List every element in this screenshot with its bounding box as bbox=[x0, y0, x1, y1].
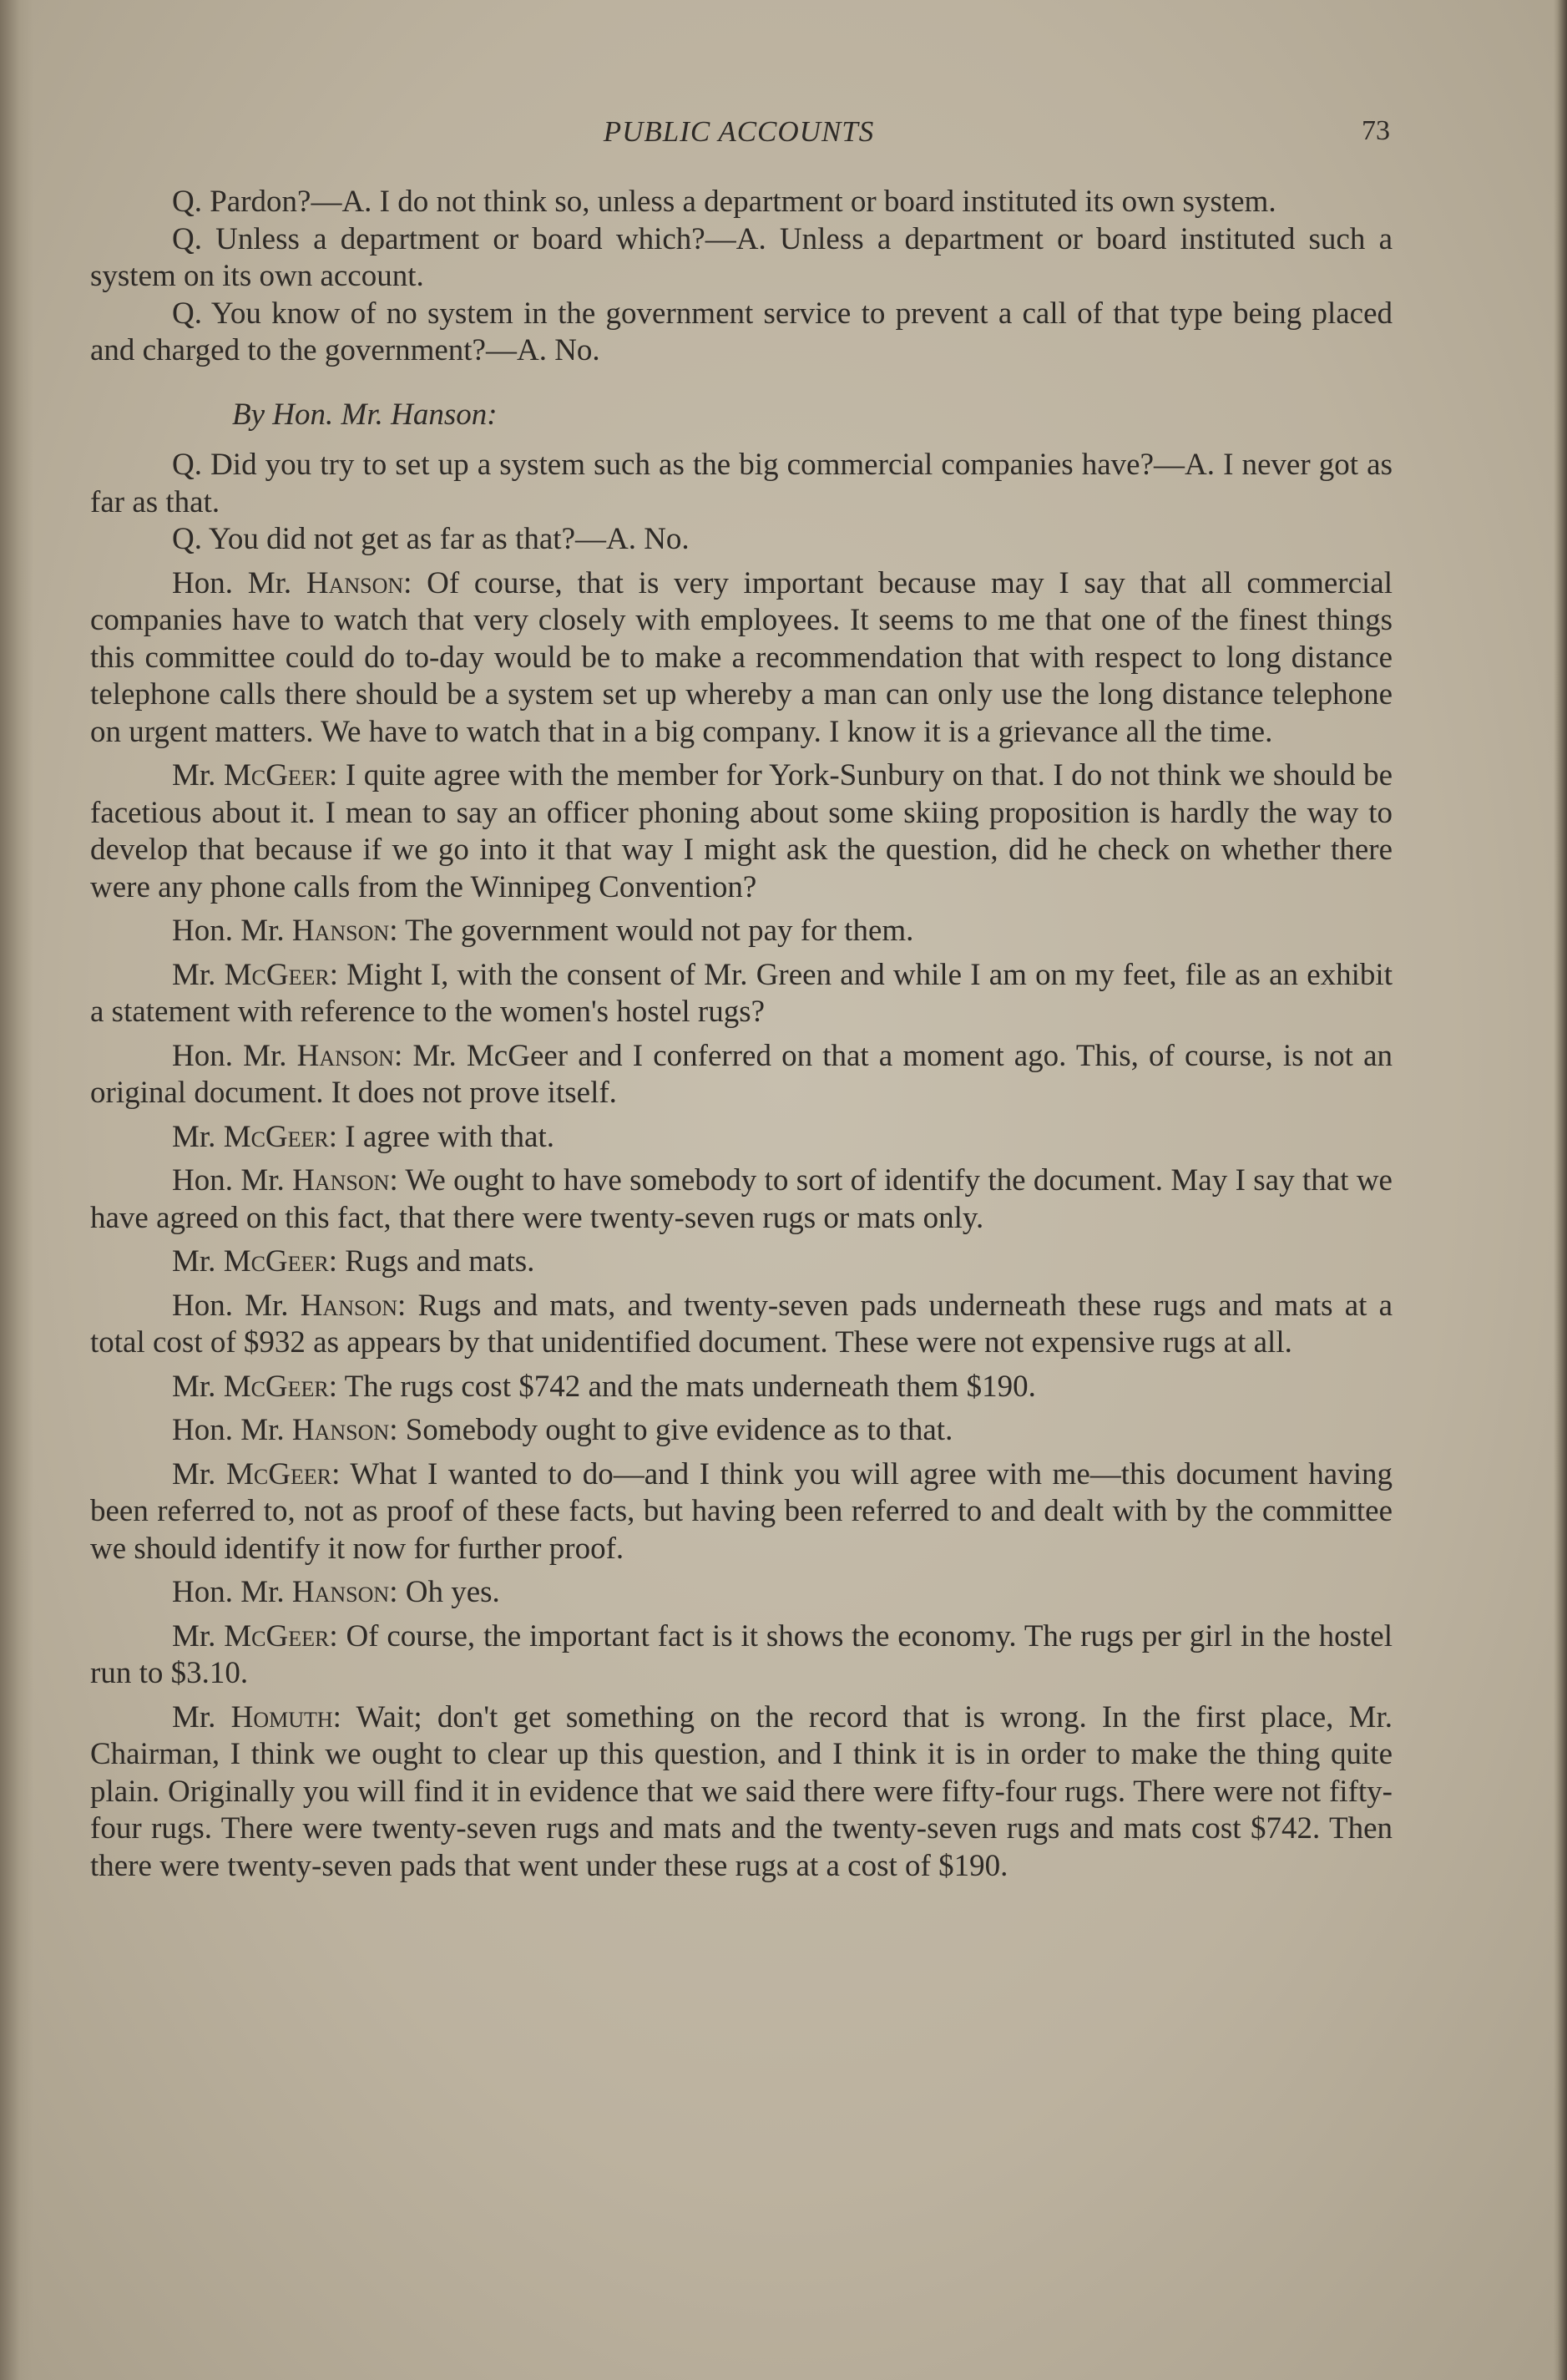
speaker-title: Hon. Mr. bbox=[172, 565, 306, 600]
page-header bbox=[88, 115, 1390, 157]
speaker-title: Hon. Mr. bbox=[172, 914, 292, 948]
question-answer bbox=[90, 296, 1393, 370]
speaker-title: Mr. bbox=[172, 957, 225, 992]
speech-text: Rugs and mats, and twenty-seven pads underneath these rugs and mats at a total cost of $932 as appears by that unidentified document. These were not expensive rugs at all. bbox=[90, 1288, 1393, 1360]
speech-text: I agree with that. bbox=[345, 1119, 554, 1154]
examiner-line bbox=[90, 397, 1393, 434]
speech-text: Wait; don't get something on the record that is wrong. In the first place, Mr. Chairman, I think we ought to clear up this question, and I think it is in order to make the thing quite plain. Originally you will find it in evidence that we said there were fifty-four rugs. There were not fifty-four rugs. There were twenty-seven rugs and mats and the twenty-seven rugs and mats cost $742. Then there were twenty-seven pads that went under these rugs at a cost of $190. bbox=[90, 1699, 1393, 1883]
page-right-shadow bbox=[1554, 0, 1567, 2380]
speaker-title: Mr. bbox=[172, 1699, 231, 1734]
speech-text: Might I, with the consent of Mr. Green and while I am on my feet, file as an exhibit a statement with reference to the women's hostel rugs? bbox=[90, 957, 1393, 1029]
speaker-name: McGeer bbox=[224, 1618, 330, 1653]
speaker-name: McGeer bbox=[223, 1369, 329, 1404]
speech-paragraph: Hon. Mr. Hanson: The government would not pay for them. bbox=[172, 914, 914, 948]
speech-paragraph: Hon. Mr. Hanson: Of course, that is very important because may I say that all commercial companies have to watch that very closely with employees. It seems to me that one of the finest things this committee could do to-day would be to make a recommendation that with respect to long distance telephone calls there should be a system set up whereby a man can only use the long distance telephone on urgent matters. We have to watch that in a big company. I know it is a grievance all the time. bbox=[90, 565, 1393, 749]
speaker-title: Mr. bbox=[172, 1119, 224, 1154]
speech-text: What I wanted to do—and I think you will agree with me—this document having been referred to, not as proof of these facts, but having been referred to and dealt with by the committee we should identify it now for further proof. bbox=[90, 1456, 1393, 1566]
speech-paragraph: Mr. McGeer: I quite agree with the member for York-Sunbury on that. I do not think we should be facetious about it. I mean to say an officer phoning about some skiing proposition is hardly the way to develop that because if we go into it that way I might ask the question, did he check on whether there were any phone calls from the Winnipeg Convention? bbox=[90, 758, 1393, 904]
speaker-title: Hon. Mr. bbox=[172, 1575, 292, 1609]
speech-text: Of course, the important fact is it shows the economy. The rugs per girl in the hostel run to $3.10. bbox=[90, 1618, 1393, 1690]
speech-paragraph: Mr. McGeer: The rugs cost $742 and the mats underneath them $190. bbox=[172, 1369, 1036, 1404]
speaker-title: Hon. Mr. bbox=[172, 1163, 293, 1198]
speech-text: We ought to have somebody to sort of identify the document. May I say that we have agreed on this fact, that there were twenty-seven rugs or mats only. bbox=[90, 1163, 1393, 1235]
speaker-title: Mr. bbox=[172, 1618, 225, 1653]
speaker-name: McGeer bbox=[226, 1456, 332, 1491]
body-text bbox=[90, 184, 1393, 1885]
speaker-name: Hanson bbox=[306, 565, 404, 600]
speech-paragraph: Hon. Mr. Hanson: We ought to have somebody to sort of identify the document. May I say that we have agreed on this fact, that there were twenty-seven rugs or mats only. bbox=[90, 1163, 1393, 1235]
speaker-name: McGeer bbox=[223, 758, 330, 792]
page-number: 73 bbox=[1362, 115, 1390, 146]
speaker-title: Mr. bbox=[172, 1244, 224, 1279]
qa-text: Q. Did you try to set up a system such as the big commercial companies have?—A. I never got as far as that. bbox=[90, 448, 1393, 519]
speech-paragraph: Mr. McGeer: Rugs and mats. bbox=[172, 1244, 535, 1279]
speaker-name: Hanson bbox=[291, 914, 390, 948]
speaker-title: Mr. bbox=[172, 1456, 227, 1491]
speaker-name: Homuth bbox=[230, 1699, 333, 1734]
speech-text: Of course, that is very important because may I say that all commercial companies have to watch that very closely with employees. It seems to me that one of the finest things this committee could do to-day would be to make a recommendation that with respect to long distance telephone calls there should be a system set up whereby a man can only use the long distance telephone on urgent matters. We have to watch that in a big company. I know it is a grievance all the time. bbox=[90, 565, 1393, 749]
speaker-name: Hanson bbox=[291, 1575, 390, 1609]
page-left-shadow bbox=[0, 0, 33, 2380]
speech-text: Rugs and mats. bbox=[345, 1244, 535, 1279]
speech-text: The government would not pay for them. bbox=[405, 914, 914, 948]
speaker-name: McGeer bbox=[223, 1119, 329, 1154]
speaker-name: Hanson bbox=[296, 1038, 394, 1073]
speech-text: I quite agree with the member for York-Sunbury on that. I do not think we should be facetious about it. I mean to say an officer phoning about some skiing proposition is hardly the way to develop that because if we go into it that way I might ask the question, did he check on whether there were any phone calls from the Winnipeg Convention? bbox=[90, 758, 1393, 904]
speaker-title: Mr. bbox=[172, 758, 224, 792]
speech-text: Oh yes. bbox=[405, 1575, 500, 1609]
speech-paragraph: Mr. McGeer: Might I, with the consent of Mr. Green and while I am on my feet, file as an exhibit a statement with reference to the women's hostel rugs? bbox=[90, 957, 1393, 1029]
speech-paragraph: Hon. Mr. Hanson: Somebody ought to give evidence as to that. bbox=[172, 1413, 953, 1447]
speech-text: Mr. McGeer and I conferred on that a moment ago. This, of course, is not an original document. It does not prove itself. bbox=[90, 1038, 1393, 1110]
qa-text: Q. You know of no system in the government service to prevent a call of that type being placed and charged to the government?—A. No. bbox=[90, 296, 1393, 367]
speaker-name: Hanson bbox=[300, 1288, 398, 1323]
speaker-name: McGeer bbox=[223, 1244, 329, 1279]
examiner-text: By Hon. Mr. Hanson: bbox=[232, 397, 498, 432]
speech-paragraph: Hon. Mr. Hanson: Rugs and mats, and twenty-seven pads underneath these rugs and mats at a total cost of $932 as appears by that unidentified document. These were not expensive rugs at all. bbox=[90, 1288, 1393, 1360]
speech-text: The rugs cost $742 and the mats underneath them $190. bbox=[344, 1369, 1036, 1404]
qa-text: Q. Unless a department or board which?—A. Unless a department or board instituted such a system on its own account. bbox=[90, 221, 1393, 293]
speaker-name: Hanson bbox=[291, 1413, 390, 1447]
speech-paragraph: Mr. McGeer: I agree with that. bbox=[172, 1119, 554, 1154]
qa-text: Q. You did not get as far as that?—A. No. bbox=[172, 522, 690, 556]
speaker-title: Hon. Mr. bbox=[172, 1038, 297, 1073]
question-answer bbox=[90, 521, 1393, 559]
speech-paragraph: Hon. Mr. Hanson: Mr. McGeer and I conferred on that a moment ago. This, of course, is not an original document. It does not prove itself. bbox=[90, 1038, 1393, 1110]
qa-text: Q. Pardon?—A. I do not think so, unless a department or board instituted its own system. bbox=[172, 185, 1276, 219]
question-answer bbox=[90, 184, 1393, 221]
speaker-title: Mr. bbox=[172, 1369, 224, 1404]
question-answer bbox=[90, 221, 1393, 296]
speech-text: Somebody ought to give evidence as to that. bbox=[405, 1413, 953, 1447]
question-answer bbox=[90, 447, 1393, 521]
speech-paragraph: Mr. McGeer: What I wanted to do—and I think you will agree with me—this document having been referred to, not as proof of these facts, but having been referred to and dealt with by the committee we should identify it now for further proof. bbox=[90, 1456, 1393, 1566]
speaker-title: Hon. Mr. bbox=[172, 1413, 292, 1447]
running-head: PUBLIC ACCOUNTS bbox=[603, 115, 875, 148]
speaker-title: Hon. Mr. bbox=[172, 1288, 301, 1323]
speaker-name: McGeer bbox=[224, 957, 330, 992]
speech-paragraph: Mr. McGeer: Of course, the important fact is it shows the economy. The rugs per girl in the hostel run to $3.10. bbox=[90, 1618, 1393, 1690]
speaker-name: Hanson bbox=[292, 1163, 390, 1198]
speech-paragraph: Mr. Homuth: Wait; don't get something on the record that is wrong. In the first place, Mr. Chairman, I think we ought to clear up this question, and I think it is in order to make the thing quite plain. Originally you will find it in evidence that we said there were fifty-four rugs. There were not fifty-four rugs. There were twenty-seven rugs and mats and the twenty-seven rugs and mats cost $742. Then there were twenty-seven pads that went under these rugs at a cost of $190. bbox=[90, 1699, 1393, 1883]
speech-paragraph: Hon. Mr. Hanson: Oh yes. bbox=[172, 1575, 500, 1609]
